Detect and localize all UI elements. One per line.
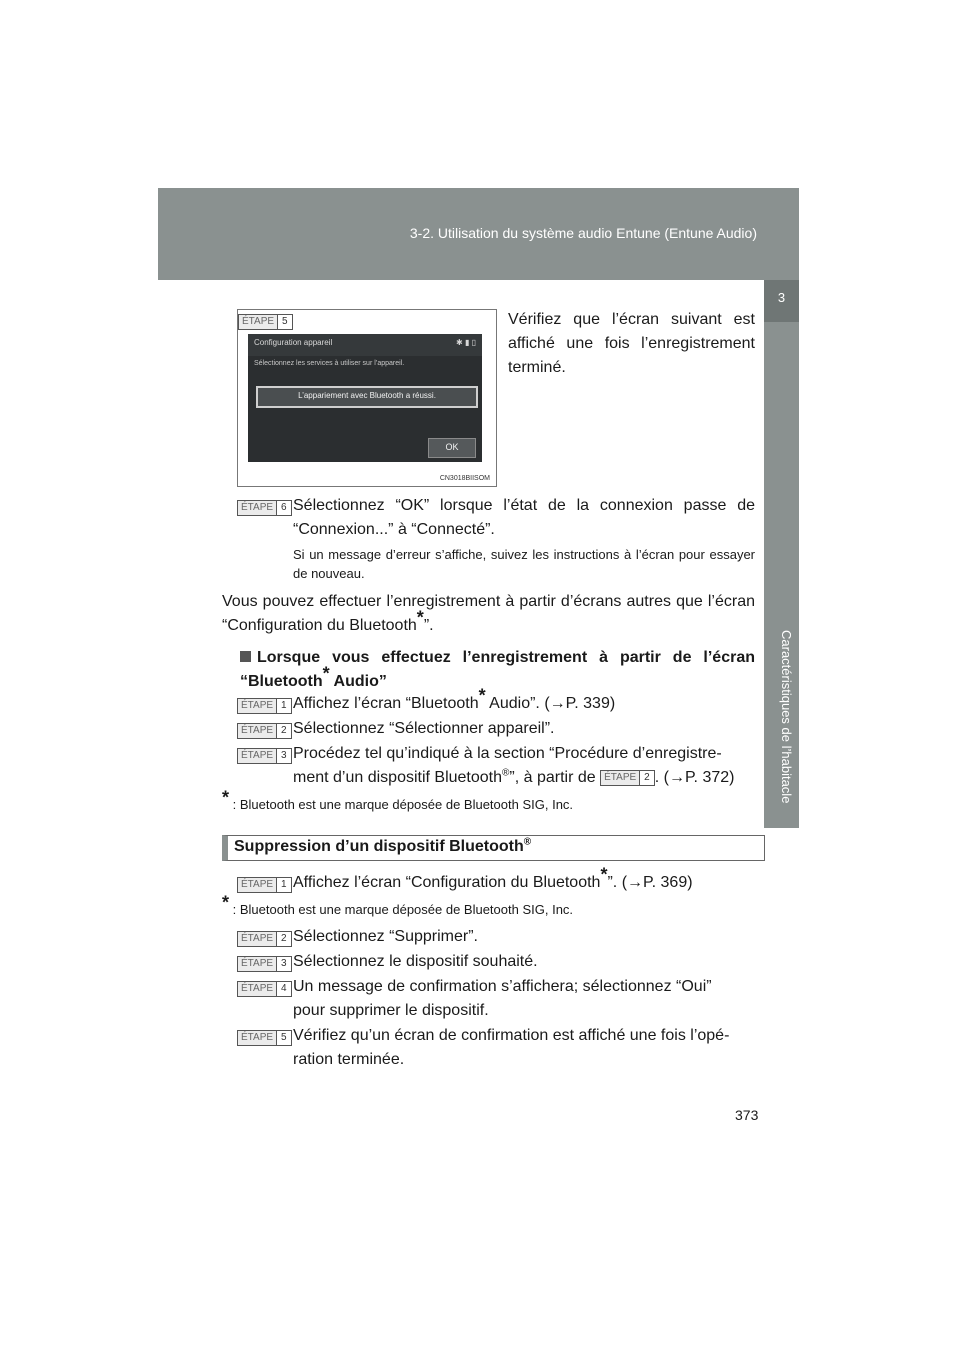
del-step-4-line1: Un message de confirmation s’affichera; sélectionnez “Oui” (293, 978, 712, 995)
step-badge-2 (237, 723, 292, 739)
del-step-5-line2: ration terminée. (293, 1051, 405, 1068)
square-bullet-icon (240, 651, 251, 662)
chapter-number-box (764, 280, 799, 322)
step-label: ÉTAPE (239, 315, 278, 329)
del-step-1-b: ”. (→P. 369) (607, 874, 693, 891)
del-step-badge-3 (237, 956, 292, 972)
chapter-label: Caractéristiques de l’habitacle (779, 630, 794, 804)
del-step-1-text (293, 864, 693, 895)
step-label: ÉTAPE (238, 501, 277, 515)
screen-titlebar (248, 334, 482, 356)
registered-mark: ® (523, 836, 532, 848)
bluetooth-signal-icon: ✱ ▮ ▯ (456, 338, 476, 347)
image-code: CN3018BIISOM (439, 475, 490, 482)
subheading (240, 646, 755, 694)
chapter-number: 3 (777, 290, 786, 305)
step-label: ÉTAPE (238, 1031, 277, 1045)
subheading-part2: Audio” (329, 673, 387, 690)
footnote-star: * (478, 685, 486, 706)
step-5-text: Vérifiez que l’écran suivant est affiché une fois l’enregistrement terminé. (508, 311, 755, 376)
sub-step-3-line2 (293, 766, 755, 790)
footnote-1 (222, 787, 574, 817)
step-number: 5 (281, 1032, 287, 1043)
footnote-text: : Bluetooth est une marque déposée de Bluetooth SIG, Inc. (232, 902, 574, 917)
step-6-line1: Sélectionnez “OK” lorsque l’état de la connexion passe de “Connexion...” à “Connecté”. (293, 497, 755, 538)
del-step-5-line1: Vérifiez qu’un écran de confirmation est affiché une fois l’opé- (293, 1027, 730, 1044)
sub-step-2-text: Sélectionnez “Sélectionner appareil”. (293, 720, 555, 737)
sub-step-1-b: Audio”. (→P. 339) (485, 695, 616, 712)
section-title-text: Suppression d’un dispositif Bluetooth (234, 838, 524, 855)
paragraph-part1: Vous pouvez effectuer l’enregistrement à partir d’écrans autres que l’écran “Configuration du Bluetooth (222, 593, 755, 634)
sub-step-1-text (293, 685, 616, 716)
step-label: ÉTAPE (238, 982, 277, 996)
del-step-badge-2 (237, 931, 292, 947)
step-6-note: Si un message d’erreur s’affiche, suivez les instructions à l’écran pour essayer de nouveau. (293, 547, 755, 581)
ok-button (428, 438, 476, 458)
step-badge-1 (237, 698, 292, 714)
sub-step-3-line2a: ment d’un dispositif Bluetooth (293, 769, 503, 786)
del-step-3-text: Sélectionnez le dispositif souhaité. (293, 953, 538, 970)
step-number: 2 (644, 772, 650, 783)
step-badge-5 (238, 314, 293, 330)
step-label: ÉTAPE (238, 699, 277, 713)
ok-label: OK (445, 442, 459, 452)
device-screen (248, 334, 482, 462)
del-step-2-text: Sélectionnez “Supprimer”. (293, 928, 478, 945)
screen-illustration (237, 309, 497, 487)
chapter-header (158, 188, 799, 280)
step-number: 6 (281, 502, 287, 513)
step-label: ÉTAPE (238, 749, 277, 763)
del-step-4-line2: pour supprimer le dispositif. (293, 1002, 489, 1019)
breadcrumb: 3-2. Utilisation du système audio Entune (Entune Audio) (409, 225, 757, 241)
del-step-badge-5 (237, 1030, 292, 1046)
step-number: 2 (281, 933, 287, 944)
step-label: ÉTAPE (238, 878, 277, 892)
subheading-part1: Lorsque vous effectuez l’enregistrement à partir de l’écran “Bluetooth (240, 649, 755, 690)
step-number: 3 (281, 958, 287, 969)
sub-step-1-a: Affichez l’écran “Bluetooth (293, 695, 479, 712)
page-number: 373 (735, 1107, 759, 1123)
registered-mark: ® (502, 767, 510, 779)
paragraph-part2: ”. (423, 617, 434, 634)
step-label: ÉTAPE (238, 724, 277, 738)
section-title (234, 838, 531, 856)
popup-text: L’appariement avec Bluetooth a réussi. (298, 391, 436, 400)
pairing-success-popup (256, 386, 478, 408)
sub-step-3-line2b: ”, à partir de (509, 769, 596, 786)
step-label: ÉTAPE (238, 932, 277, 946)
step-number: 2 (281, 725, 287, 736)
step-badge-3 (237, 748, 292, 764)
footnote-star: * (222, 787, 230, 808)
del-step-badge-1 (237, 877, 292, 893)
footnote-star: * (222, 892, 230, 913)
section-heading (222, 835, 765, 861)
step-number: 4 (281, 983, 287, 994)
del-step-badge-4 (237, 981, 292, 997)
screen-prompt: Sélectionnez les services à utiliser sur l’appareil. (254, 360, 405, 367)
step-number: 1 (281, 700, 287, 711)
screen-title: Configuration appareil (254, 338, 333, 347)
step-label: ÉTAPE (601, 771, 640, 785)
step-ref-badge-2 (600, 770, 655, 786)
footnote-star: * (322, 663, 330, 684)
step-label: ÉTAPE (238, 957, 277, 971)
step-number: 5 (282, 316, 288, 327)
intro-paragraph (222, 590, 755, 638)
sub-step-3-line1: Procédez tel qu’indiqué à la section “Procédure d’enregistre- (293, 745, 722, 762)
footnote-star: * (416, 607, 424, 628)
footnote-2 (222, 892, 574, 922)
sub-step-3-line2c: . (→P. 372) (654, 769, 735, 786)
step-number: 3 (281, 750, 287, 761)
step-6-text (293, 494, 755, 542)
footnote-text: : Bluetooth est une marque déposée de Bluetooth SIG, Inc. (232, 797, 574, 812)
step-number: 1 (281, 879, 287, 890)
del-step-1-a: Affichez l’écran “Configuration du Bluetooth (293, 874, 601, 891)
step-badge-6 (237, 500, 292, 516)
footnote-star: * (600, 864, 608, 885)
